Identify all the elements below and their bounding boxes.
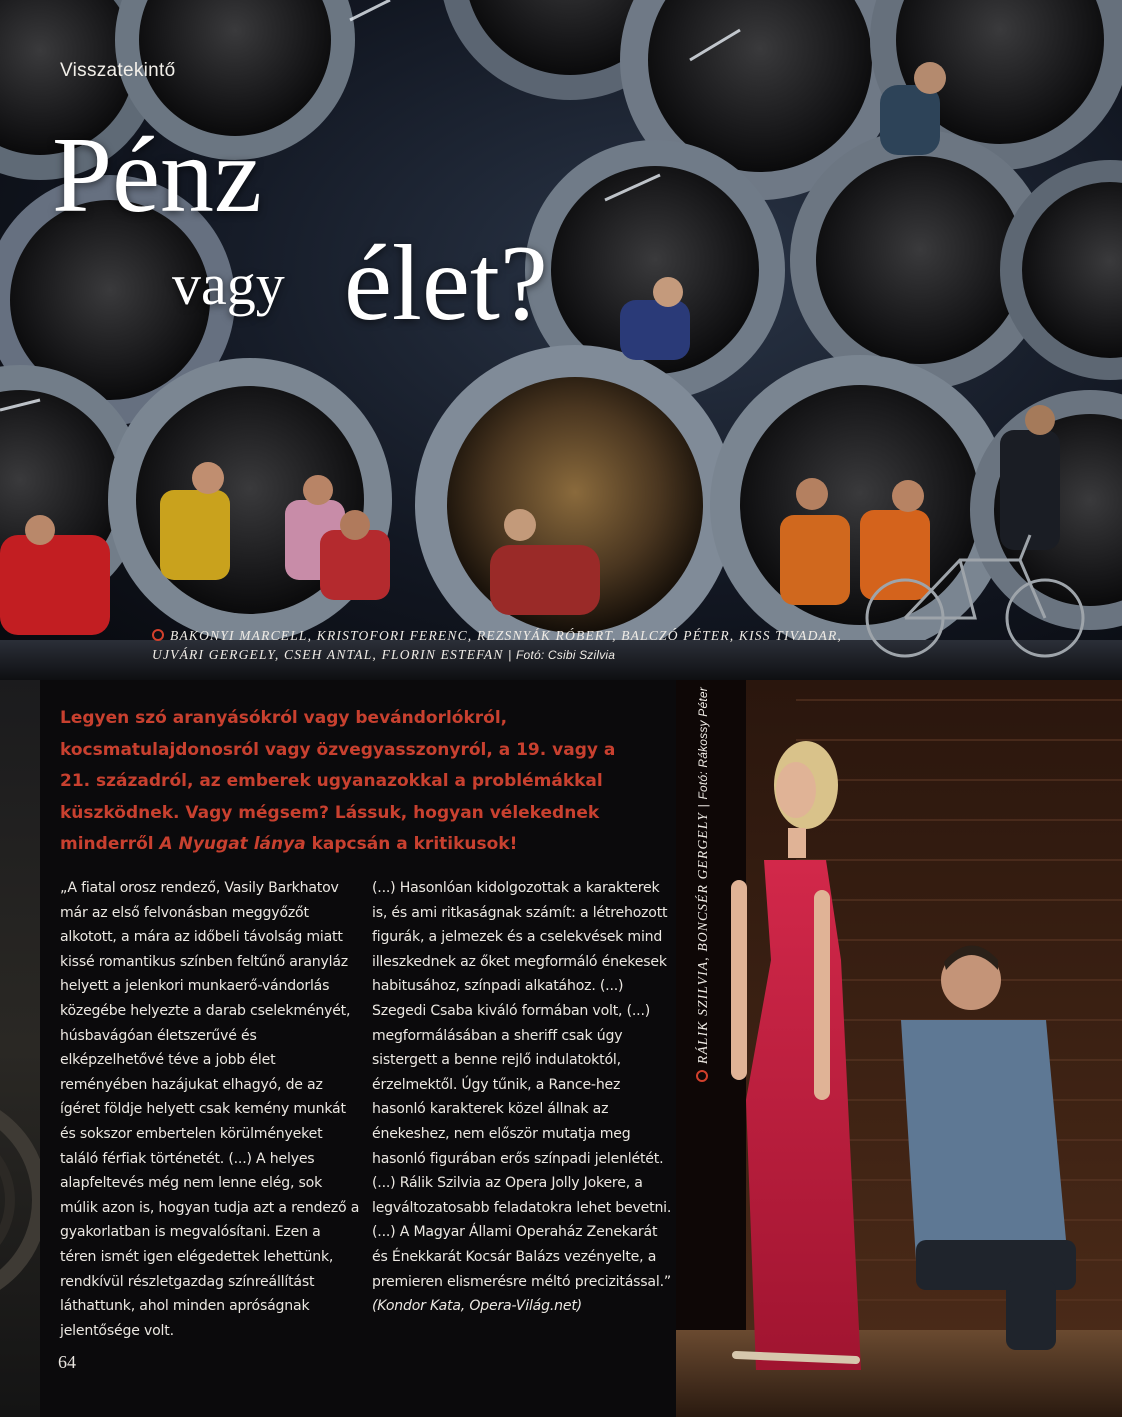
caption-credit: Fotó: Csibi Szilvia xyxy=(516,648,616,662)
caption-separator: | xyxy=(508,648,512,662)
lead-opera-title: A Nyugat lánya xyxy=(159,834,306,854)
article-column-1 xyxy=(60,876,360,1343)
caption-right-names: RÁLIK SZILVIA, BONCSÉR GERGELY xyxy=(695,812,710,1064)
lead-text-part1: Legyen szó aranyásókról vagy bevándorlókról, kocsmatulajdonosról vagy özvegyasszonyról, a 19. vagy a 21. századról, az emberek ugyanazokkal a problémákkal küszködnek. Vagy mégsem? Lássuk, hogyan vélekednek minderről xyxy=(60,708,616,854)
baseball-bat-illustration xyxy=(736,1355,856,1360)
lead-text-part2: kapcsán a kritikusok! xyxy=(305,834,518,854)
stage-scene-illustration xyxy=(0,0,1122,680)
caption-names-line1: BAKONYI MARCELL, KRISTOFORI FERENC, REZSNYÁK RÓBERT, BALCZÓ PÉTER, KISS TIVADAR, xyxy=(170,628,842,643)
stage-duet-illustration xyxy=(676,680,1122,1417)
article-column-2 xyxy=(372,876,672,1319)
caption-right-credit: Fotó: Rákossy Péter xyxy=(696,687,710,800)
title-word-2: vagy xyxy=(172,252,285,317)
caption-right-separator: | xyxy=(696,804,710,808)
right-photo xyxy=(676,680,1122,1417)
right-photo-caption xyxy=(695,687,711,1082)
page-number: 64 xyxy=(58,1352,76,1372)
left-strip-illustration xyxy=(0,680,40,1417)
left-photo-strip xyxy=(0,680,40,1417)
hero-photo xyxy=(0,0,1122,680)
caption-right-bullet-icon xyxy=(696,1070,708,1082)
quote-source: (Kondor Kata, Opera-Világ.net) xyxy=(372,1298,582,1315)
title-word-3: élet? xyxy=(344,224,548,343)
caption-names-line2: UJVÁRI GERGELY, CSEH ANTAL, FLORIN ESTEFAN xyxy=(152,647,504,662)
section-label: Visszatekintő xyxy=(60,60,176,81)
article-lead xyxy=(60,703,620,861)
title-line-1: Pénz xyxy=(52,116,262,235)
column-2-text: (...) Hasonlóan kidolgozottak a karakterek is, és ami ritkaságnak számít: a létrehozott figurák, a jelmezek és a cselekvések mind illeszkednek az őket megformáló énekesek habitusához, színpadi alkatához. (...) Szegedi Csaba kiváló formában volt, (...) megformálásában a sheriff csak úgy sistergett a benne rejlő indulatoktól, érzelmektől. Úgy tűnik, a Rance-hez hasonló karakterek közel állnak az énekeshez, nem először mutatja meg hasonló figurában erős színpadi jelenlétét. (...) Rálik Szilvia az Opera Jolly Jokere, a legváltozatosabb feladatokra lehet bevetni. (...) A Magyar Állami Operaház Zenekarát és Énekkarát Kocsár Balázs vezényelte, a premieren elismerésre méltó precizitással.” xyxy=(372,880,672,1290)
top-photo-caption xyxy=(152,626,852,665)
caption-bullet-icon xyxy=(152,629,164,641)
column-1-text: „A fiatal orosz rendező, Vasily Barkhatov már az első felvonásban meggyőzőt alkotott, a mára az időbeli távolság miatt kissé romantikus színben feltűnő aranyláz helyett a jelenkori munkaerő-vándorlás közegébe helyezte a darab cselekményét, húsbavágóan életszerűvé és elképzelhetővé téve a jobb élet reményében hazájukat elhagyó, de az ígéret földje helyett csak kemény munkát és sokszor embertelen körülményeket találó férfiak történetét. (...) A helyes alapfeltevés még nem lenne elég, sok múlik azon is, hogyan tudja azt a rendező a gyakorlatban is megvalósítani. Ezen a téren ismét igen elégedettek lehettünk, rendkívül részletgazdag színreállítást láthattunk, ahol minden apróságnak jelentősége volt. xyxy=(60,880,360,1339)
